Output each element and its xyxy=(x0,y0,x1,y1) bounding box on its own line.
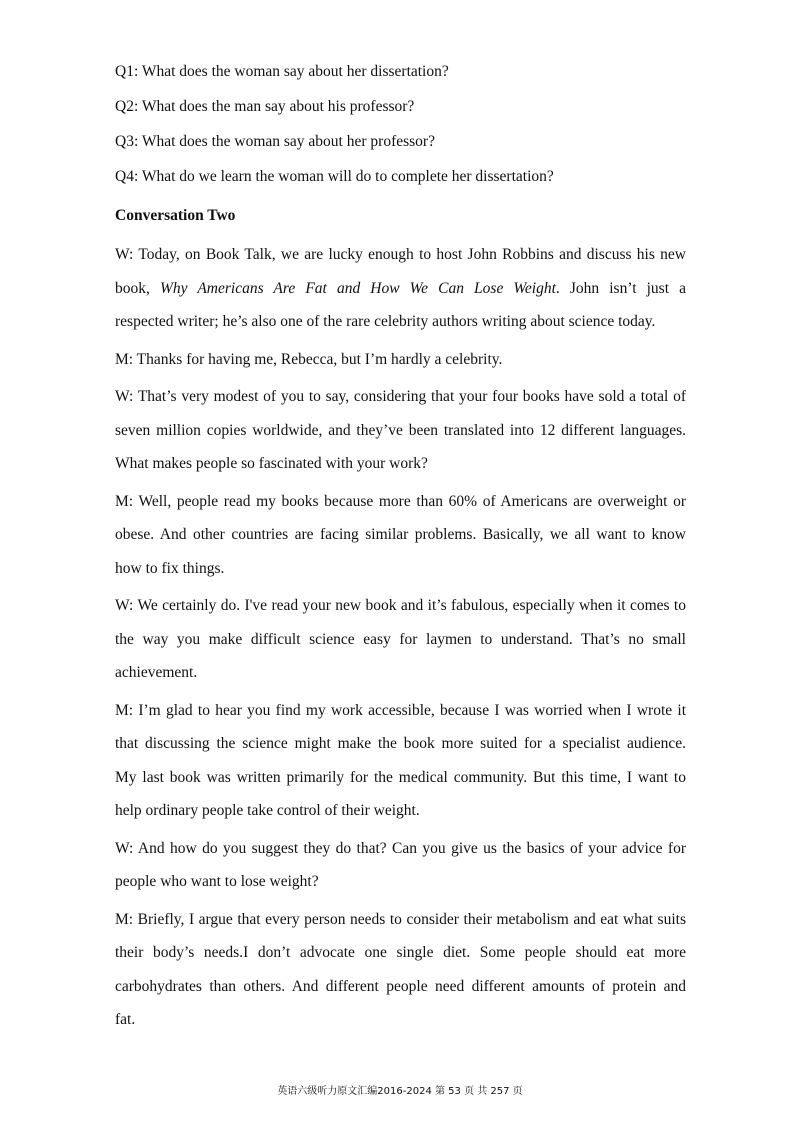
turn-5 xyxy=(115,589,686,690)
turn-line: carbohydrates than others. And different people need different amounts of protein and xyxy=(115,977,686,995)
section-title: Conversation Two xyxy=(115,207,236,224)
turn-line: M: Thanks for having me, Rebecca, but I’m hardly a celebrity. xyxy=(115,350,503,368)
book-title: Why Americans Are Fat and How We Can Lose Weight xyxy=(159,279,556,297)
turn-line: the way you make difficult science easy for laymen to understand. That’s no small xyxy=(115,630,686,648)
turn-line: how to fix things. xyxy=(115,559,225,577)
turn-8 xyxy=(115,903,686,1037)
question-1: Q1: What does the woman say about her dissertation? xyxy=(115,63,449,80)
question-list xyxy=(115,62,686,187)
page-footer: 英语六级听力原文汇编2016-2024 第 53 页 共 257 页 xyxy=(277,1086,523,1097)
turn-line: M: Briefly, I argue that every person needs to consider their metabolism and eat what suits xyxy=(115,910,686,928)
turn-4 xyxy=(115,485,686,586)
turn-line: M: Well, people read my books because more than 60% of Americans are overweight or xyxy=(115,492,686,510)
turn-1 xyxy=(115,238,686,339)
turn-line: respected writer; he’s also one of the rare celebrity authors writing about science today. xyxy=(115,313,656,330)
turn-line: fat. xyxy=(115,1011,136,1028)
turn-line-suffix: . John isn’t just a xyxy=(555,279,686,297)
turn-line: W: Today, on Book Talk, we are lucky enough to host John Robbins and discuss his new xyxy=(115,246,686,263)
turn-line: obese. And other countries are facing similar problems. Basically, we all want to know xyxy=(115,526,686,543)
turn-line-with-title xyxy=(115,272,686,306)
question-4: Q4: What do we learn the woman will do to complete her dissertation? xyxy=(115,168,554,185)
turn-line: their body’s needs.I don’t advocate one single diet. Some people should eat more xyxy=(115,944,686,961)
turn-line: people who want to lose weight? xyxy=(115,873,319,890)
turn-line: My last book was written primarily for the medical community. But this time, I want to xyxy=(115,768,686,786)
question-2: Q2: What does the man say about his professor? xyxy=(115,98,415,115)
document-page xyxy=(115,62,686,1041)
turn-line: achievement. xyxy=(115,664,198,681)
turn-line: help ordinary people take control of their weight. xyxy=(115,802,420,819)
turn-line: M: I’m glad to hear you find my work accessible, because I was worried when I wrote it xyxy=(115,701,686,719)
turn-line: W: And how do you suggest they do that? Can you give us the basics of your advice for xyxy=(115,839,686,857)
question-3: Q3: What does the woman say about her professor? xyxy=(115,133,435,150)
turn-line: seven million copies worldwide, and they’ve been translated into 12 different languages. xyxy=(115,421,686,439)
turn-line: that discussing the science might make the book more suited for a specialist audience. xyxy=(115,735,686,752)
turn-6 xyxy=(115,694,686,828)
turn-line: W: That’s very modest of you to say, considering that your four books have sold a total of xyxy=(115,388,686,405)
turn-line: What makes people so fascinated with your work? xyxy=(115,455,428,472)
turn-line: W: We certainly do. I've read your new book and it’s fabulous, especially when it comes to xyxy=(115,597,686,614)
conversation-transcript xyxy=(115,238,686,1037)
turn-line-prefix: book, xyxy=(115,279,160,297)
turn-3 xyxy=(115,380,686,481)
turn-7 xyxy=(115,832,686,899)
turn-2 xyxy=(115,343,686,377)
